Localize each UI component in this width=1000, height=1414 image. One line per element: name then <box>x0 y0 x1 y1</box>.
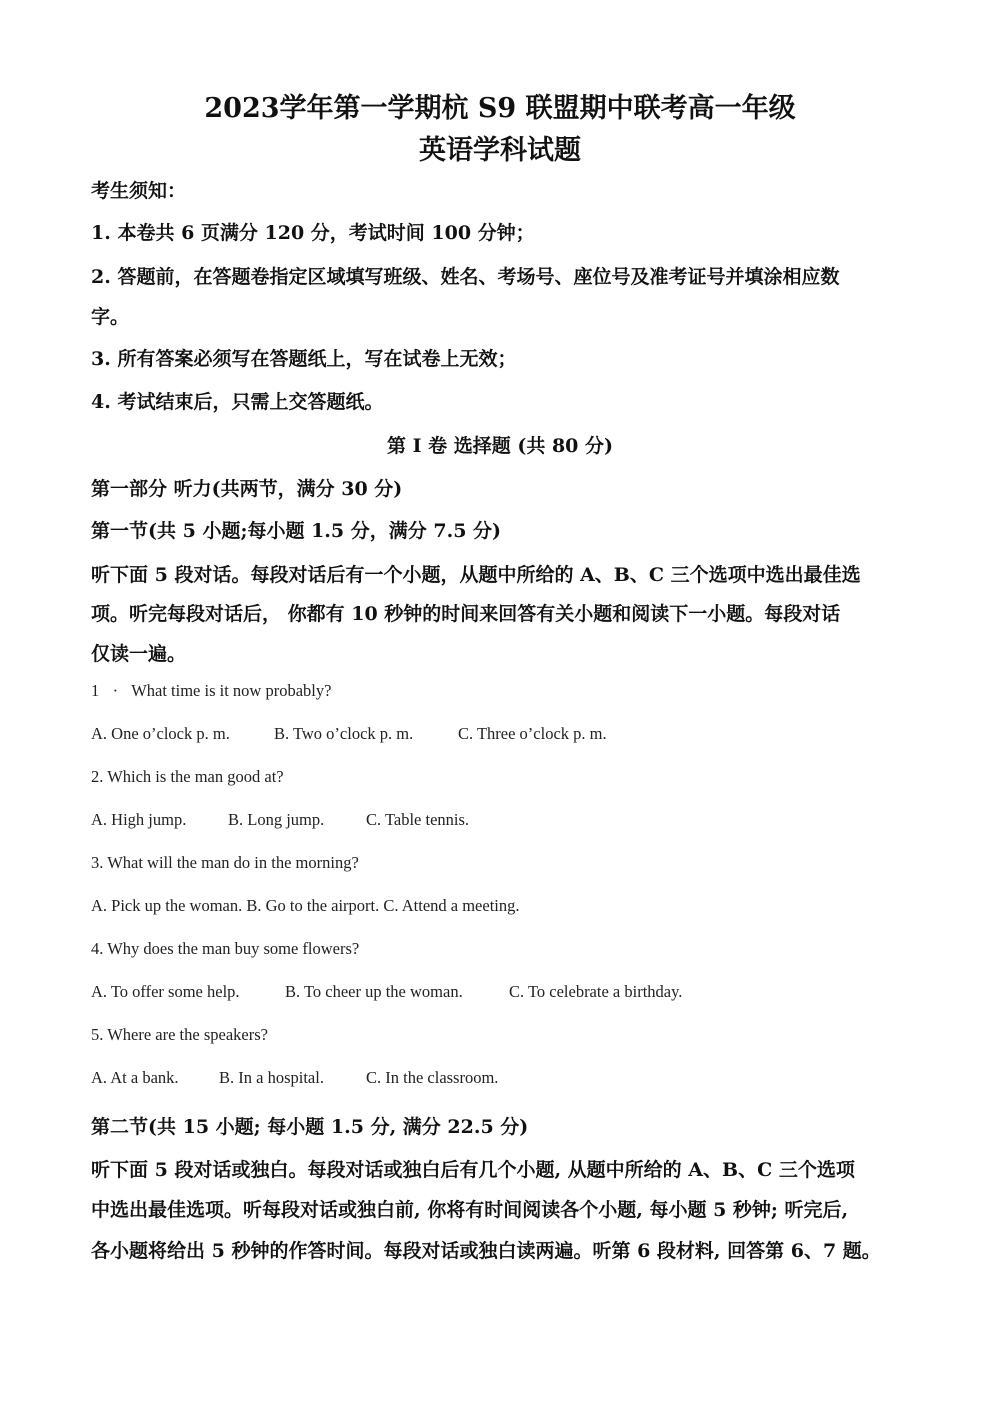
option-a: A. At a bank. <box>91 1068 179 1087</box>
question-text: Which is the man good at? <box>107 767 284 786</box>
exam-subject-title: 英语学科试题 <box>419 135 581 166</box>
option-a: A. One o’clock p. m. <box>91 724 230 743</box>
section1-instruction: 听下面 5 段对话。每段对话后有一个小题，从题中所给的 A、B、C 三个选项中选出最佳选 <box>91 564 861 586</box>
question-number: 3. <box>91 853 104 872</box>
question-4-options <box>91 982 682 1002</box>
question-number: 1 <box>91 681 100 700</box>
question-number: 4. <box>91 939 104 958</box>
question-1 <box>91 681 331 701</box>
question-3-options <box>91 896 520 916</box>
section2-instruction: 听下面 5 段对话或独白。每段对话或独白后有几个小题, 从题中所给的 A、B、C 三个选项 <box>91 1159 855 1181</box>
section1-instruction: 项。听完每段对话后， 你都有 10 秒钟的时间来回答有关小题和阅读下一小题。每段对话 <box>91 603 841 625</box>
option-a: A. Pick up the woman. <box>91 896 243 915</box>
section1-instruction: 仅读一遍。 <box>91 643 187 665</box>
question-1-options <box>91 724 607 744</box>
question-2-options <box>91 810 469 830</box>
question-number: 5. <box>91 1025 104 1044</box>
question-text: Why does the man buy some flowers? <box>107 939 360 958</box>
option-b: B. Long jump. <box>228 810 325 829</box>
notice-item: 字。 <box>91 306 130 328</box>
section2-title: 第二节(共 15 小题; 每小题 1.5 分, 满分 22.5 分) <box>91 1116 529 1138</box>
section2-instruction: 中选出最佳选项。听每段对话或独白前, 你将有时间阅读各个小题, 每小题 5 秒钟; 听完后, <box>91 1199 849 1221</box>
question-separator: · <box>112 681 119 700</box>
volume-title: 第 I 卷 选择题 (共 80 分) <box>387 435 613 457</box>
notice-item: 1. 本卷共 6 页满分 120 分，考试时间 100 分钟； <box>91 222 535 244</box>
option-a: A. High jump. <box>91 810 187 829</box>
option-c: C. To celebrate a birthday. <box>509 982 683 1001</box>
section1-title: 第一节(共 5 小题;每小题 1.5 分，满分 7.5 分) <box>91 520 502 542</box>
notice-item: 2. 答题前，在答题卷指定区域填写班级、姓名、考场号、座位号及准考证号并填涂相应数 <box>91 266 840 288</box>
question-text: Where are the speakers? <box>107 1025 268 1044</box>
question-2 <box>91 767 284 787</box>
notice-item: 3. 所有答案必须写在答题纸上，写在试卷上无效； <box>91 348 517 370</box>
question-text: What time is it now probably? <box>131 681 332 700</box>
option-b: B. Two o’clock p. m. <box>274 724 414 743</box>
exam-title: 2023学年第一学期杭 S9 联盟期中联考高一年级 <box>204 93 796 124</box>
option-a: A. To offer some help. <box>91 982 240 1001</box>
part1-title: 第一部分 听力(共两节，满分 30 分) <box>91 478 403 500</box>
question-5 <box>91 1025 268 1045</box>
option-c: C. Attend a meeting. <box>383 896 520 915</box>
option-c: C. In the classroom. <box>366 1068 499 1087</box>
option-b: B. In a hospital. <box>219 1068 324 1087</box>
option-b: B. To cheer up the woman. <box>285 982 463 1001</box>
section2-instruction: 各小题将给出 5 秒钟的作答时间。每段对话或独白读两遍。听第 6 段材料, 回答第 6、7 题。 <box>91 1240 881 1262</box>
question-5-options <box>91 1068 498 1088</box>
question-4 <box>91 939 359 959</box>
option-c: C. Three o’clock p. m. <box>458 724 607 743</box>
notice-heading: 考生须知： <box>91 180 187 202</box>
notice-item: 4. 考试结束后，只需上交答题纸。 <box>91 391 384 413</box>
option-c: C. Table tennis. <box>366 810 470 829</box>
question-text: What will the man do in the morning? <box>107 853 359 872</box>
option-b: B. Go to the airport. <box>246 896 380 915</box>
question-3 <box>91 853 359 873</box>
question-number: 2. <box>91 767 104 786</box>
